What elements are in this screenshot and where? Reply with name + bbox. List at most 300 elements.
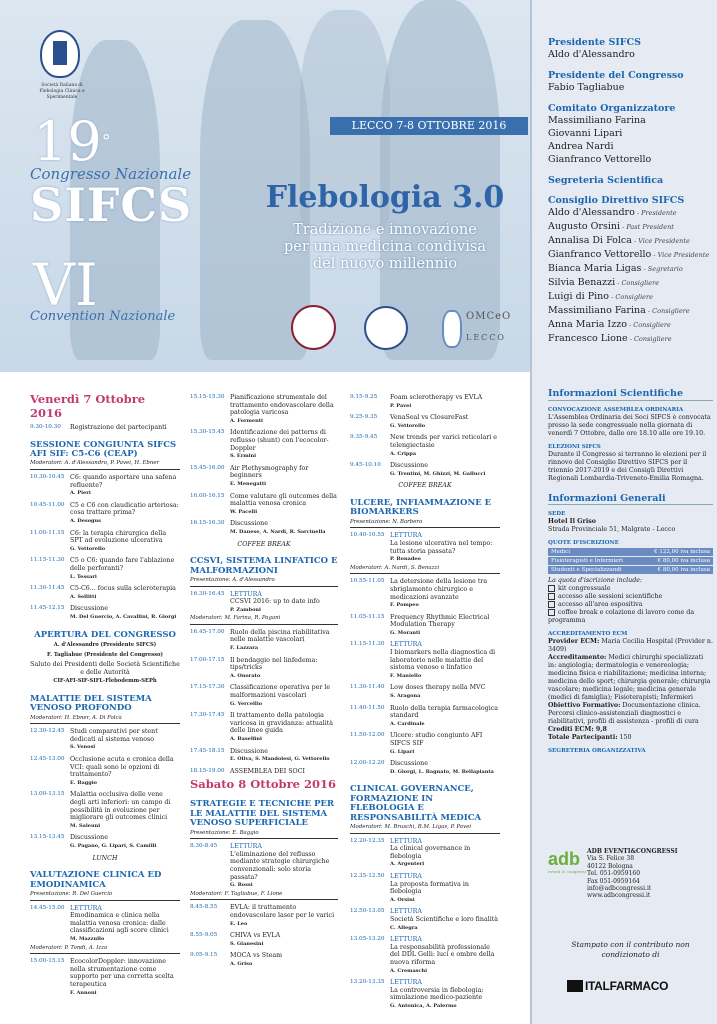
committee-title: Segreteria Scientifica: [548, 175, 664, 186]
program-row: [350, 684, 500, 700]
break-label: COFFEE BREAK: [237, 540, 291, 548]
roman-numeral: VI: [33, 251, 98, 319]
time: 15.45-16.00: [190, 464, 225, 471]
program-row: [30, 905, 180, 944]
committee-title: Presidente del Congresso: [548, 70, 684, 81]
talk: [70, 557, 180, 581]
time: 12.50-13.05: [350, 908, 385, 915]
speaker: G. Vercellio: [230, 700, 263, 707]
talk: [70, 530, 180, 554]
talk: [70, 502, 180, 526]
talk-title: CHIVA vs EVLA: [230, 932, 281, 940]
talk-title: La proposta formativa in flebologia: [390, 880, 469, 896]
program-row: [350, 873, 500, 904]
member-role: - Past President: [620, 223, 674, 231]
speaker: F. Maniello: [390, 672, 422, 679]
time: 14.45-15.00: [30, 904, 65, 911]
talk: [390, 705, 500, 729]
member-name: Andrea Nardi: [548, 141, 614, 152]
committee-title: Consiglio Direttivo SIFCS: [548, 195, 685, 206]
committee-member: [548, 127, 713, 140]
speaker: D. Giorgi, L. Bagnato, M. Bellapianta: [390, 768, 494, 775]
edition-number: 19°: [33, 110, 111, 173]
talk: [390, 434, 500, 458]
elections-heading: ELEZIONI SIFCS: [548, 443, 601, 450]
talk-title: Il bendaggio nel linfedema: tips/tricks: [230, 656, 318, 672]
time: 11.45-12.15: [30, 605, 65, 612]
program-row: [30, 728, 180, 752]
session-heading: APERTURA DEL CONGRESSO: [34, 629, 176, 640]
secretariat-contact: [587, 848, 678, 900]
session-heading: CCSVI, SISTEMA LINFATICO E MALFORMAZIONI: [190, 556, 338, 576]
talk: [390, 394, 500, 410]
talk-title: C5-C6... focus sulla scleroterapia: [70, 585, 176, 593]
paragraph: CIF-AFI-SIF-SIFL-Flebodemm-SEPh: [53, 678, 157, 685]
talk: [230, 465, 338, 489]
talk-title: La clinical governance in flebologia: [390, 845, 471, 860]
program-row: [190, 629, 338, 653]
moderators: Moderatori: M. Bruschi, B.M. Ligas, P. Pavei: [350, 824, 500, 834]
speaker: F. Lazzara: [230, 645, 259, 652]
program-row: [30, 834, 180, 850]
speaker: G. Vettorello: [390, 422, 426, 429]
talk-title: La lesione ulcerativa nel tempo: tutta storia passata?: [390, 539, 493, 555]
program-row: [30, 530, 180, 554]
omceo-logo-icon: [442, 310, 462, 348]
program-row: [350, 394, 500, 410]
day-heading: Venerdì 7 Ottobre 2016: [30, 392, 146, 420]
talk: [230, 952, 338, 968]
program-row: [190, 952, 338, 968]
time: 11.30-11.45: [30, 585, 65, 592]
talk-title: ASSEMBLEA DEI SOCI: [230, 767, 305, 775]
talk: [390, 936, 500, 975]
session-heading: VALUTAZIONE CLINICA ED EMODINAMICA: [30, 870, 162, 890]
conv-heading: CONVOCAZIONE ASSEMBLEA ORDINARIA: [548, 406, 684, 413]
speaker: S. Venosi: [70, 744, 96, 751]
member-name: Aldo d'Alessandro: [548, 207, 635, 218]
fee-category: Fisioterapisti e Infermieri: [551, 558, 623, 565]
speaker: A. Cardinale: [390, 720, 425, 727]
include-list: [548, 585, 713, 625]
program-row: [350, 908, 500, 932]
moderators: Moderatori: A. Nardi, S. Benazzi: [350, 565, 500, 575]
talk: [390, 760, 500, 776]
talk-title: EcocolorDoppler: innovazione nella strumentazione come supporto per una corretta scelta terapeutica: [70, 958, 174, 988]
talk-title: C5 e C6 con claudicatio arteriosa: cosa trattare prima?: [70, 501, 179, 517]
program-row: [30, 958, 180, 997]
talk: [230, 684, 338, 708]
time: 10.55-11.05: [350, 578, 385, 585]
day-heading: Sabato 8 Ottobre 2016: [190, 777, 336, 792]
sede-address: Strada Provinciale 51, Malgrate - Lecco: [548, 526, 676, 534]
program-row: [350, 532, 500, 563]
speaker: A. Argenteri: [390, 861, 425, 868]
talk: [390, 578, 500, 609]
speaker: E. Leo: [230, 920, 248, 927]
talk: [70, 605, 180, 621]
omceo-city: LECCO: [466, 333, 506, 342]
talk-title: La responsabilità professionale del DDL Gelli: luci e ombre della nuova riforma: [390, 943, 495, 966]
program-row: [190, 768, 338, 776]
society-seal-icon: [291, 305, 336, 350]
talk: [390, 414, 500, 430]
talk-title: Identificazione dei patterns di reflusso (shunt) con l'ecocolor-Doppler: [230, 429, 329, 452]
committee-member: [548, 276, 713, 290]
program-row: [190, 932, 338, 948]
committee-member: [548, 153, 713, 166]
committee-member: [548, 290, 713, 304]
speaker: A. Cremaschi: [390, 967, 428, 974]
time: 10.45-11.00: [30, 501, 65, 508]
include-item: kit congressuale: [548, 585, 713, 593]
sede-name: Hotel Il Griso: [548, 518, 597, 526]
talk: [230, 520, 338, 536]
time: 8.55-9.05: [190, 932, 218, 939]
fee-bar: [548, 548, 713, 556]
time: 12.20-12.35: [350, 837, 385, 844]
talk-title: La detersione della lesione tra sbriglamento chirurgico e medicazioni avanzate: [390, 578, 488, 601]
lecture-label: LETTURA: [390, 908, 422, 916]
contact-line: ADB EVENTI&CONGRESSI: [587, 848, 678, 855]
speaker: A. Crippa: [390, 450, 417, 457]
talk-title: Ruolo della terapia farmacologica standard: [390, 704, 499, 720]
speaker: G. Pagano, G. Lipari, S. Camilli: [70, 843, 157, 849]
talk: [390, 838, 500, 869]
speaker: E. Menegatti: [230, 480, 267, 487]
talk: [230, 843, 338, 890]
session-heading: STRATEGIE E TECNICHE PER LE MALATTIE DEL SISTEMA VENOSO SUPERFICIALE: [190, 799, 335, 829]
talk: [390, 732, 500, 756]
program-row: [30, 424, 180, 432]
talk-title: C5 o C6: quando fare l'ablazione delle perforanti?: [70, 557, 175, 572]
talk: [70, 756, 180, 787]
talk-title: Emodinamica e clinica nella malattia venosa cronica: dalle classificazioni agli score clinici: [70, 912, 169, 935]
speaker: G. Vettorello: [70, 545, 106, 552]
conv-text: L'Assemblea Ordinaria dei Soci SIFCS è convocata presso la sede congressuale nella giornata di venerdì 7 Ottobre, dalle ore 18.10 alle ore 19.10.: [548, 413, 711, 437]
program-row: [350, 614, 500, 638]
talk: [390, 614, 500, 638]
lecture-label: LETTURA: [390, 837, 422, 845]
talk-title: Discussione: [70, 605, 108, 613]
info-gen-title: Informazioni Generali: [548, 495, 713, 506]
talk: [230, 657, 338, 681]
time: 16.45-17.00: [190, 628, 225, 635]
time: 11.15-11.30: [350, 641, 385, 648]
time: 16.00-16.15: [190, 492, 225, 499]
program-row: [190, 591, 338, 615]
committee-member: [548, 304, 713, 318]
talk-title: Discussione: [390, 760, 428, 768]
time: 10.40-10.55: [350, 532, 385, 539]
moderators: Moderatori: A. d'Alessandro, P. Pavei, H. Ebner: [30, 460, 180, 470]
talk: [390, 462, 500, 478]
sifcs-title: SIFCS: [30, 178, 193, 232]
talk: [390, 684, 500, 700]
subtitle: Tradizione e innovazione per una medicina condivisa del nuovo millennio: [284, 222, 486, 272]
talk-title: I biomarkers nella diagnostica di laboratorio nelle malattie del sistema venoso e linfatico: [390, 649, 496, 672]
lecture-label: LETTURA: [230, 590, 262, 598]
lecture-label: LETTURA: [390, 532, 422, 540]
contact-line: www.adbcongressi.it: [587, 892, 651, 900]
committee-member: [548, 318, 713, 332]
fee-category: Studenti e Specializzandi: [551, 567, 622, 574]
talk-title: New trends per varici reticolari e telengiectasie: [390, 434, 497, 449]
moderators: Presentazione: N. Barbera: [350, 519, 500, 529]
quote-heading: QUOTE D'ISCRIZIONE: [548, 540, 619, 547]
talk-title: Discussione: [230, 520, 268, 528]
time: 8.30-8.45: [190, 843, 218, 850]
program-row: [350, 705, 500, 729]
session-heading: MALATTIE DEL SISTEMA VENOSO PROFONDO: [30, 693, 152, 714]
program-row: [190, 904, 338, 928]
committee-title: Presidente SIFCS: [548, 37, 641, 48]
convention-label: Convention Nazionale: [30, 309, 176, 324]
time: 17.00-17.15: [190, 656, 225, 663]
committee-member: [548, 114, 713, 127]
break-label: COFFEE BREAK: [398, 482, 452, 490]
paragraph: Saluto dei Presidenti delle Società Scientifiche e delle Autorità: [30, 661, 180, 676]
talk-title: Malattia occlusiva delle vene degli arti inferiori: un campo di possibilità in evoluzione per migliorare gli outcomes clinici: [70, 791, 171, 822]
speaker: F. Annoni: [70, 989, 97, 996]
program-row: [30, 756, 180, 787]
program-row: [190, 712, 338, 743]
program-row: [190, 493, 338, 517]
congress-label: Congresso Nazionale: [30, 165, 192, 183]
lecture-label: LETTURA: [390, 936, 422, 944]
speaker: P. Bonadeo: [390, 556, 421, 563]
time: 11.50-12.00: [350, 732, 385, 739]
program-row: [190, 429, 338, 460]
time: 17.30-17.45: [190, 712, 225, 719]
program-row: [350, 462, 500, 478]
program-row: [190, 465, 338, 489]
program-row: [350, 578, 500, 609]
speaker: A. Desogus: [70, 517, 101, 524]
talk-title: Frequency Rhythmic Electrical Modulation Therapy: [390, 613, 490, 629]
adb-logo: adb: [548, 849, 581, 869]
talk-title: Ulcere: studio congiunto AFI SIFCS SIF: [390, 732, 483, 747]
program-row: [30, 585, 180, 601]
talk: [230, 591, 338, 615]
program-col-1: [30, 390, 180, 997]
time: 9.30-10.30: [30, 424, 61, 430]
lecture-label: LETTURA: [390, 872, 422, 880]
sponsor-note: Stampato con il contributo non condizionato di: [571, 940, 690, 959]
fee-category: Medici: [551, 549, 571, 556]
talk-title: Discussione: [390, 462, 428, 470]
program-col-2: [190, 390, 338, 969]
committee-member: [548, 206, 713, 220]
time: 9.15-9.25: [350, 394, 378, 400]
ecm-provider: Provider ECM: Maria Cecilia Hospital (Provider n. 3409): [548, 638, 713, 654]
member-name: Francesco Lione: [548, 333, 628, 344]
time: 11.15-11.30: [30, 557, 65, 564]
program-row: [190, 394, 338, 425]
time: 12.45-13.00: [30, 756, 65, 763]
talk: [70, 791, 180, 830]
committee: [548, 28, 713, 346]
talk-title: Studi comparativi per stent dedicati al sistema venoso: [70, 728, 158, 743]
session-heading: ULCERE, INFIAMMAZIONE E BIOMARKERS: [350, 497, 492, 518]
talk: [70, 424, 180, 432]
session-heading: CLINICAL GOVERNANCE, FORMAZIONE IN FLEBOLOGIA E RESPONSABILITÀ MEDICA: [350, 784, 482, 823]
committee-member: [548, 262, 713, 276]
talk-title: Società Scientifiche e loro finalità: [390, 915, 499, 923]
paragraph: A. d'Alessandro (Presidente SIFCS): [53, 641, 157, 648]
talk-title: Classificazione operativa per le malformazioni vascolari: [230, 684, 331, 700]
program-row: [350, 838, 500, 869]
speaker: M. Danese, A. Nardi, R. Sarcinella: [230, 528, 326, 535]
program-row: [30, 791, 180, 830]
talk: [230, 748, 338, 764]
talk-title: Come valutare gli outcomes della malattia venosa cronica: [230, 492, 337, 508]
speaker: S. Aragona: [390, 693, 421, 700]
talk: [70, 834, 180, 850]
sifcs-logo: [40, 30, 80, 78]
member-name: Aldo d'Alessandro: [548, 49, 635, 60]
talk: [230, 932, 338, 948]
member-name: Giovanni Lipari: [548, 128, 623, 139]
member-role: - Consigliere: [609, 293, 653, 301]
committee-member: [548, 234, 713, 248]
speaker: E. Oliva, S. Mandolesi, G. Vettorello: [230, 756, 330, 763]
committee-member: [548, 332, 713, 346]
fee-bar: [548, 557, 713, 565]
speaker: G. Lipari: [390, 748, 415, 755]
program-row: [350, 936, 500, 975]
speaker: M. Saleuni: [70, 822, 101, 829]
fee-value: € 122,00 iva inclusa: [654, 549, 710, 556]
talk: [230, 629, 338, 653]
program-row: [190, 843, 338, 890]
time: 9.05-9.15: [190, 952, 218, 959]
talk: [230, 712, 338, 743]
talk-title: Discussione: [230, 747, 268, 755]
time: 10.30-10.45: [30, 474, 65, 480]
contact-line: 40122 Bologna: [587, 862, 633, 870]
member-role: - Segretario: [641, 265, 683, 273]
talk: [70, 958, 180, 997]
time: 16.15-16.30: [190, 520, 225, 527]
elections-text: Durante il Congresso si terranno le elezioni per il rinnovo del Consiglio Direttivo SIFCS per il triennio 2017-2019 e dei Consigli Direttivi Regionali Lombardia-Triveneto-Emilia Romagna.: [548, 450, 707, 482]
talk-title: MOCA vs Steam: [230, 952, 283, 960]
time: 8.45-8.55: [190, 904, 218, 911]
talk: [390, 908, 500, 932]
talk-title: Air Plethysmography for beginners: [230, 464, 309, 480]
committee-member: [548, 248, 713, 262]
contact-line: Tel. 051-0959160: [587, 870, 641, 878]
time: 9.35-9.45: [350, 434, 378, 441]
fee-value: € 80,00 iva inclusa: [657, 567, 710, 574]
program-row: [350, 414, 500, 430]
secretariat-heading: SEGRETERIA ORGANIZZATIVA: [548, 748, 646, 755]
time: 11.40-11.50: [350, 704, 385, 711]
main-title: Flebologia 3.0: [265, 180, 505, 215]
committee-member: [548, 81, 713, 94]
talk: [230, 768, 338, 776]
program-row: [350, 641, 500, 680]
fee-list: [548, 548, 713, 574]
speaker: W. Pacelli: [230, 508, 258, 515]
speaker: A. Sellitti: [70, 593, 97, 600]
member-name: Massimiliano Farina: [548, 115, 646, 126]
italfarmaco-logo: ITALFARMACO: [567, 979, 668, 993]
time: 12.35-12.50: [350, 872, 385, 879]
adb-logo-sub: eventi & congressi: [548, 869, 587, 874]
moderators: Presentazione: E. Baggio: [190, 830, 338, 840]
speaker: C. Allegra: [390, 924, 418, 931]
speaker: A. Griso: [230, 960, 253, 967]
contact-line: Via S. Felice 38: [587, 855, 635, 863]
speaker: A. Formenti: [230, 417, 263, 424]
date-banner: LECCO 7-8 OTTOBRE 2016: [330, 117, 528, 135]
talk-title: Low doses therapy nella MVC: [390, 684, 486, 692]
break-label: LUNCH: [92, 854, 118, 862]
time: 9.25-9.35: [350, 414, 378, 421]
info-sci-title: Informazioni Scientifiche: [548, 390, 713, 401]
talk: [230, 904, 338, 928]
talk-title: Il trattamento della patologia varicosa in gravidanza: attualità delle linee guida: [230, 712, 334, 735]
talk: [70, 474, 180, 498]
program-row: [190, 520, 338, 536]
program-row: [190, 684, 338, 708]
committee-title: Comitato Organizzatore: [548, 103, 676, 114]
moderators: Moderatori: H. Ebner, A. Di Folca: [30, 715, 180, 725]
quota-label: La quota d'iscrizione include:: [548, 577, 643, 585]
member-role: - Consigliere: [645, 307, 690, 315]
speaker: S. Ermini: [230, 453, 257, 460]
member-role: - Vice Presidente: [651, 251, 710, 259]
time: 12.30-12.45: [30, 728, 65, 735]
fee-value: € 80,00 iva inclusa: [657, 558, 710, 565]
member-name: Luigi di Pino: [548, 291, 610, 302]
talk-title: Discussione: [70, 834, 108, 842]
member-role: - Presidente: [634, 209, 677, 217]
program-row: [30, 502, 180, 526]
speaker: A. Pieri: [70, 490, 91, 497]
program-row: [350, 760, 500, 776]
talk: [390, 532, 500, 563]
participants: Totale Partecipanti: 150: [548, 734, 632, 742]
include-item: accesso alle sessioni scientifiche: [548, 593, 713, 601]
speaker: S. Gianesini: [230, 940, 264, 947]
time: 13.00-13.15: [30, 791, 65, 798]
member-role: - Consigliere: [626, 321, 671, 329]
talk-title: Pianificazione strumentale del trattamento endovascolare della patologia varicosa: [230, 394, 334, 417]
talk-title: VenaSeal vs ClosureFast: [390, 414, 469, 422]
speaker: M. Del Guercio, A. Cavallini, R. Giorgi: [70, 613, 177, 620]
talk-title: Foam sclerotherapy vs EVLA: [390, 394, 483, 401]
include-item: coffee break e colazione di lavoro come da programma: [548, 609, 713, 625]
logo-caption: Società Italiana di Flebologia Clinica e Sperimentale: [39, 83, 85, 100]
speaker: F. Pompeo: [390, 602, 419, 609]
committee-member: [548, 48, 713, 61]
time: 12.00-12.20: [350, 760, 385, 767]
talk-title: C6: la terapia chirurgica della SPT ad evoluzione ulcerativa: [70, 529, 167, 545]
talk-title: C6: quando asportare una safena refluente?: [70, 474, 177, 489]
speaker: L. Tessari: [70, 573, 97, 580]
talk-title: Registrazione dei partecipanti: [70, 424, 167, 431]
contact-line: info@adbcongressi.it: [587, 885, 652, 893]
omceo-label: OMCeO: [466, 311, 512, 322]
speaker: P. Zamboni: [230, 606, 261, 613]
program-row: [350, 732, 500, 756]
time: 9.45-10.10: [350, 462, 381, 469]
member-role: - Consigliere: [615, 279, 660, 287]
speaker: M. Mazzullo: [70, 935, 105, 942]
committee-member: [548, 220, 713, 234]
